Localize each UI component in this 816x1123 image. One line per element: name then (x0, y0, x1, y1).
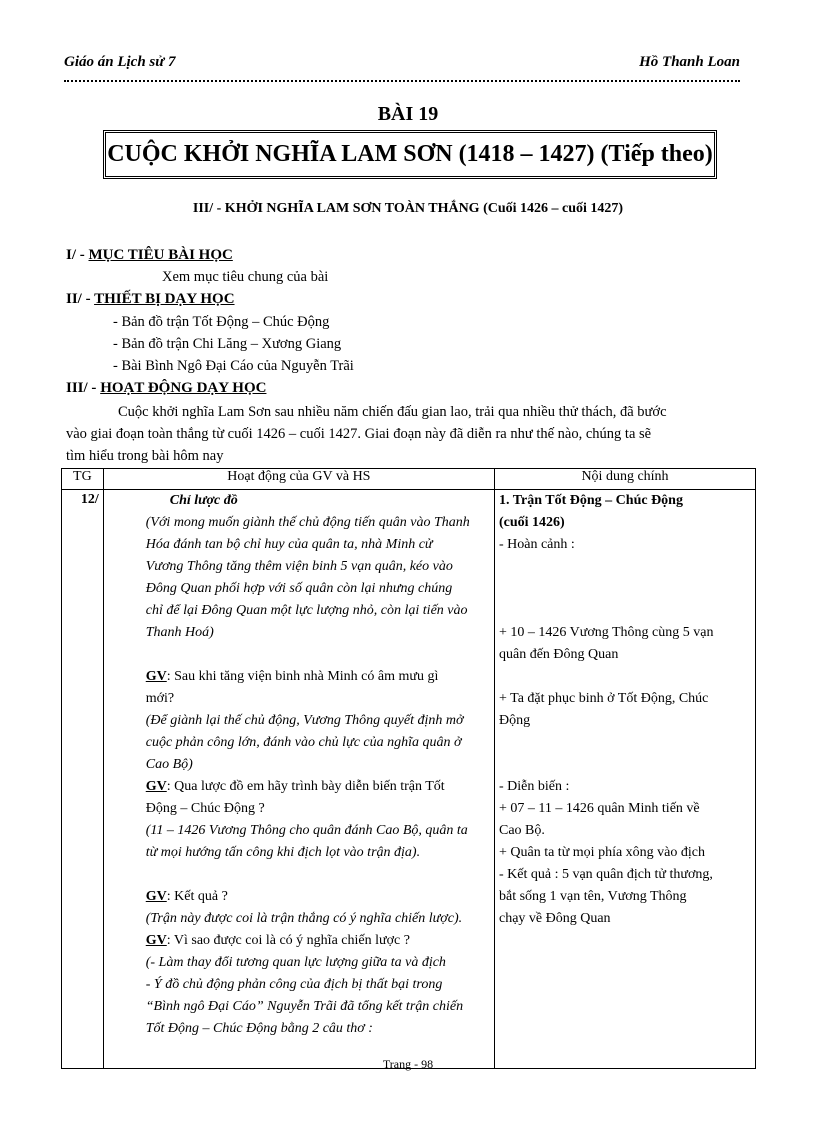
table-header-row (62, 469, 756, 490)
section-2-title: THIẾT BỊ DẠY HỌC (94, 291, 235, 307)
content-line: chạy về Đông Quan (498, 911, 611, 926)
activity-line: Tốt Động – Chúc Động bằng 2 câu thơ : (145, 1021, 373, 1036)
header-activities: Hoạt động của GV và HS (103, 469, 494, 490)
equipment-item: - Bài Bình Ngô Đại Cáo của Nguyễn Trãi (113, 358, 354, 374)
equipment-item: - Bản đồ trận Chi Lăng – Xương Giang (113, 336, 342, 352)
content-line: Cao Bộ. (498, 823, 545, 838)
content-line: + Ta đặt phục binh ở Tốt Động, Chúc (498, 691, 709, 706)
lesson-number: BÀI 19 (377, 103, 439, 125)
section-2-heading (66, 291, 235, 308)
content-line: Động (498, 713, 531, 728)
section-3-heading (66, 380, 266, 397)
header-tg: TG (62, 469, 104, 490)
intro-line-3: tìm hiểu trong bài hôm nay (66, 448, 224, 464)
teacher-question (146, 933, 410, 949)
page-number: Trang - 98 (382, 1057, 434, 1071)
header-right: Hồ Thanh Loan (639, 54, 740, 70)
content-line: - Kết quả : 5 vạn quân địch tử thương, (498, 867, 713, 882)
section-3-number: III/ - (66, 380, 101, 396)
content-cell (494, 490, 755, 1069)
equipment-item: - Bản đồ trận Tốt Động – Chúc Động (113, 314, 330, 330)
intro-line-2: vào giai đoạn toàn thắng từ cuối 1426 – cuối 1427. Giai đoạn này đã diễn ra như thế nào, chúng ta sẽ (66, 426, 652, 442)
content-line: - Diễn biến : (498, 779, 570, 794)
content-line: + 10 – 1426 Vương Thông cùng 5 vạn (498, 625, 714, 640)
activity-line: (11 – 1426 Vương Thông cho quân đánh Cao Bộ, quân ta (145, 823, 468, 838)
content-line: quân đến Đông Quan (498, 647, 619, 662)
section-1-text: Xem mục tiêu chung của bài (162, 269, 329, 285)
activity-cell (103, 490, 494, 1069)
activity-line: (Trận này được coi là trận thắng có ý nghĩa chiến lược). (145, 911, 463, 926)
content-heading-date: (cuối 1426) (498, 515, 565, 530)
header-divider (64, 80, 740, 82)
section-3-title: HOẠT ĐỘNG DẠY HỌC (100, 380, 267, 396)
time-cell: 12/ (62, 490, 104, 1069)
activity-line: - Ý đồ chủ động phản công của địch bị thất bại trong (145, 977, 443, 992)
activity-line: (- Làm thay đổi tương quan lực lượng giữa ta và địch (145, 955, 446, 970)
activity-line: từ mọi hướng tấn công khi địch lọt vào trận địa). (145, 845, 421, 860)
page-header (64, 54, 740, 76)
section-2-number: II/ - (66, 291, 95, 307)
teacher-question (146, 889, 228, 905)
section-1-number: I/ - (66, 247, 89, 263)
header-content: Nội dung chính (494, 469, 755, 490)
question-text: : Qua lược đồ em hãy trình bày diễn biến trận Tốt (166, 779, 445, 794)
table-row (62, 490, 756, 1069)
lesson-title: CUỘC KHỞI NGHĨA LAM SƠN (1418 – 1427) (Tiếp theo) (103, 130, 717, 179)
content-line: + Quân ta từ mọi phía xông vào địch (498, 845, 705, 860)
lesson-table (61, 468, 756, 1069)
question-text: : Sau khi tăng viện binh nhà Minh có âm mưu gì (166, 669, 439, 684)
content-heading: 1. Trận Tốt Động – Chúc Động (498, 493, 683, 508)
gv-label: GV (145, 933, 167, 948)
content-line: + 07 – 11 – 1426 quân Minh tiến về (498, 801, 700, 816)
intro-line-1: Cuộc khởi nghĩa Lam Sơn sau nhiều năm chiến đấu gian lao, trải qua nhiều thử thách, đã bước (118, 404, 667, 420)
content-line: bắt sống 1 vạn tên, Vương Thông (498, 889, 687, 904)
activity-line: (Để giành lại thế chủ động, Vương Thông quyết định mở (145, 713, 464, 728)
activity-line: mới? (145, 691, 175, 706)
activity-line: Hóa đánh tan bộ chỉ huy của quân ta, nhà Minh cử (145, 537, 433, 552)
activity-line: Chỉ lược đồ (169, 493, 238, 508)
activity-line: chỉ để lại Đông Quan một lực lượng nhỏ, còn lại tiến vào (145, 603, 468, 618)
activity-line: Vương Thông tăng thêm viện binh 5 vạn quân, kéo vào (145, 559, 453, 574)
content-line: - Hoàn cảnh : (498, 537, 575, 552)
subtitle: III/ - KHỞI NGHĨA LAM SƠN TOÀN THẮNG (Cuối 1426 – cuối 1427) (192, 201, 624, 216)
teacher-question (146, 669, 439, 685)
activity-line: Thanh Hoá) (145, 625, 214, 640)
gv-label: GV (145, 889, 167, 904)
question-text: : Vì sao được coi là có ý nghĩa chiến lược ? (166, 933, 410, 948)
gv-label: GV (145, 779, 167, 794)
activity-line: Đông Quan phối hợp với số quân còn lại nhưng chúng (145, 581, 453, 596)
activity-line: Cao Bộ) (145, 757, 193, 772)
question-text: : Kết quả ? (166, 889, 228, 904)
activity-line: “Bình ngô Đại Cáo” Nguyễn Trãi đã tổng kết trận chiến (145, 999, 464, 1014)
activity-line: cuộc phản công lớn, đánh vào chủ lực của nghĩa quân ở (145, 735, 462, 750)
activity-line: (Với mong muốn giành thế chủ động tiến quân vào Thanh (145, 515, 470, 530)
section-1-title: MỤC TIÊU BÀI HỌC (88, 247, 233, 263)
section-1-heading (66, 247, 233, 264)
activity-line: Động – Chúc Động ? (145, 801, 265, 816)
gv-label: GV (145, 669, 167, 684)
header-left: Giáo án Lịch sử 7 (64, 54, 176, 70)
teacher-question (146, 779, 445, 795)
